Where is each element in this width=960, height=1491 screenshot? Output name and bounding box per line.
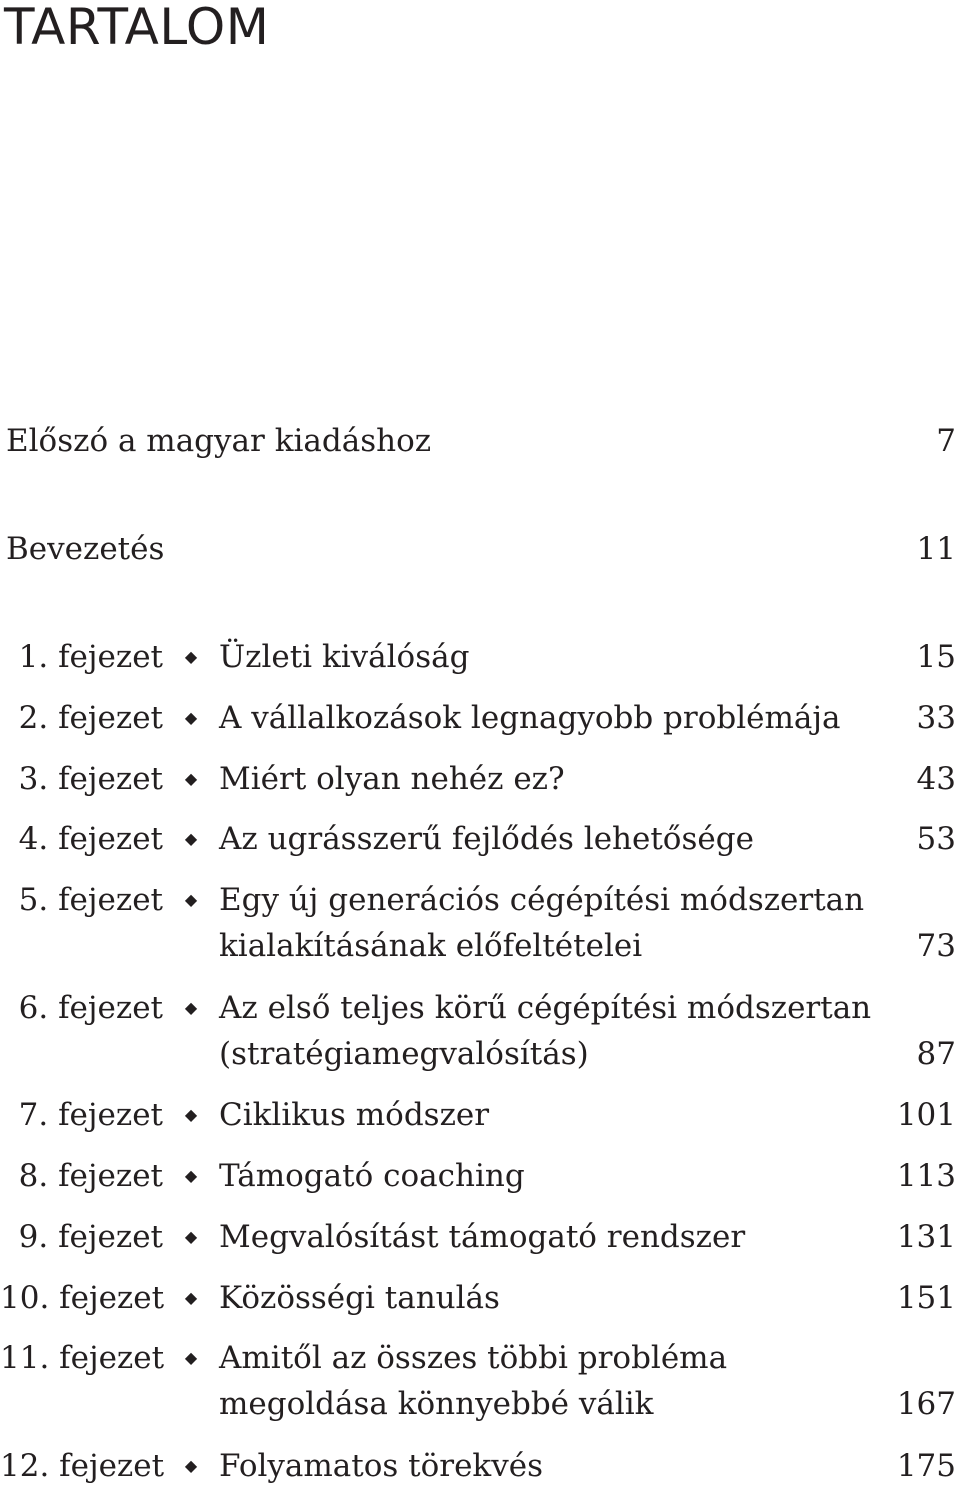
toc-chapter-7[interactable] [0, 1092, 956, 1138]
diamond-bullet-icon: ◆ [184, 1288, 198, 1307]
diamond-bullet-icon: ◆ [184, 708, 198, 727]
chapter-title: Folyamatos törekvés [219, 1448, 543, 1484]
toc-chapter-11[interactable] [0, 1335, 956, 1427]
diamond-bullet-icon: ◆ [184, 1166, 198, 1185]
page-title: TARTALOM [4, 0, 270, 56]
chapter-page: 87 [916, 1036, 956, 1072]
chapter-title: A vállalkozások legnagyobb problémája [219, 700, 841, 736]
diamond-bullet-icon: ◆ [184, 647, 198, 666]
chapter-label: 8. fejezet [18, 1158, 163, 1194]
chapter-page: 101 [896, 1097, 956, 1133]
chapter-title: Amitől az összes többi probléma megoldása könnyebbé válik [219, 1340, 728, 1422]
diamond-bullet-icon: ◆ [184, 1227, 198, 1246]
chapter-title: Miért olyan nehéz ez? [219, 761, 565, 797]
diamond-bullet-icon: ◆ [184, 998, 198, 1017]
chapter-title: Az ugrásszerű fejlődés lehetősége [219, 821, 754, 857]
chapter-label: 7. fejezet [18, 1097, 163, 1133]
chapter-title: Megvalósítást támogató rendszer [219, 1219, 746, 1255]
toc-chapter-5[interactable] [0, 877, 956, 969]
chapter-label: 11. fejezet [0, 1340, 165, 1376]
toc-entry-introduction[interactable] [0, 526, 956, 572]
chapter-label: 1. fejezet [18, 639, 163, 675]
chapter-page: 167 [896, 1386, 956, 1422]
chapter-page: 33 [916, 700, 956, 736]
chapter-title: Üzleti kiválóság [219, 639, 470, 675]
chapter-title: Közösségi tanulás [219, 1280, 500, 1316]
toc-entry-foreword[interactable] [0, 418, 956, 464]
toc-chapter-8[interactable] [0, 1153, 956, 1199]
toc-chapter-6[interactable] [0, 985, 956, 1077]
diamond-bullet-icon: ◆ [184, 829, 198, 848]
diamond-bullet-icon: ◆ [184, 890, 198, 909]
chapter-page: 151 [896, 1280, 956, 1316]
chapter-title: Ciklikus módszer [219, 1097, 490, 1133]
diamond-bullet-icon: ◆ [184, 769, 198, 788]
chapter-label: 9. fejezet [18, 1219, 163, 1255]
chapter-page: 15 [916, 639, 956, 675]
chapter-page: 131 [896, 1219, 956, 1255]
toc-entry-title: Előszó a magyar kiadáshoz [6, 423, 432, 459]
chapter-title: Az első teljes körű cégépítési módszertan (stratégiamegvalósítás) [219, 990, 872, 1072]
toc-chapter-4[interactable] [0, 816, 956, 862]
chapter-page: 43 [916, 761, 956, 797]
chapter-title: Támogató coaching [219, 1158, 525, 1194]
diamond-bullet-icon: ◆ [184, 1348, 198, 1367]
chapter-page: 113 [896, 1158, 956, 1194]
chapter-page: 53 [916, 821, 956, 857]
chapter-label: 2. fejezet [18, 700, 163, 736]
toc-entry-title: Bevezetés [6, 531, 165, 567]
toc-entry-page: 11 [916, 531, 956, 567]
toc-chapter-1[interactable] [0, 634, 956, 680]
chapter-label: 3. fejezet [18, 761, 163, 797]
diamond-bullet-icon: ◆ [184, 1105, 198, 1124]
chapter-label: 12. fejezet [0, 1448, 165, 1484]
chapter-label: 6. fejezet [18, 990, 163, 1026]
diamond-bullet-icon: ◆ [184, 1456, 198, 1475]
chapter-label: 10. fejezet [0, 1280, 165, 1316]
toc-entry-page: 7 [936, 423, 956, 459]
toc-chapter-3[interactable] [0, 756, 956, 802]
chapter-title: Egy új generációs cégépítési módszertan kialakításának előfeltételei [219, 882, 865, 964]
toc-chapter-9[interactable] [0, 1214, 956, 1260]
toc-chapter-12[interactable] [0, 1443, 956, 1489]
chapter-page: 175 [896, 1448, 956, 1484]
chapter-label: 4. fejezet [18, 821, 163, 857]
toc-chapter-2[interactable] [0, 695, 956, 741]
chapter-page: 73 [916, 928, 956, 964]
toc-chapter-10[interactable] [0, 1275, 956, 1321]
chapter-label: 5. fejezet [18, 882, 163, 918]
